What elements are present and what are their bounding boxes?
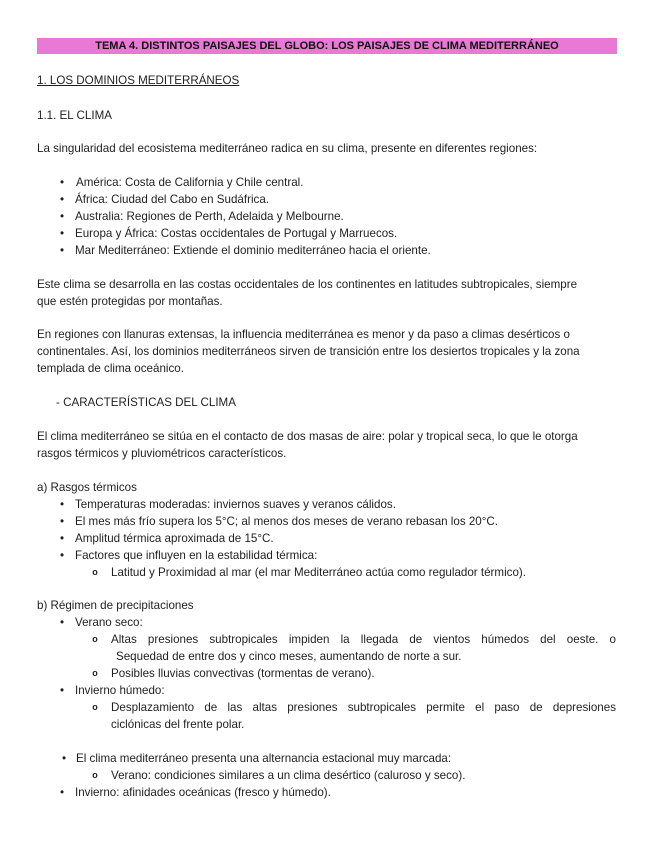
sub-list-item-continuation: ciclónicas del frente polar. [111, 718, 245, 731]
precipitation-heading: b) Régimen de precipitaciones [37, 599, 194, 612]
paragraph-line: El clima mediterráneo se sitúa en el contacto de dos masas de aire: polar y tropical seca, lo que le otorga [37, 430, 578, 443]
sub-bullet-icon: o [92, 668, 98, 678]
list-item: Amplitud térmica aproximada de 15°C. [75, 532, 274, 545]
bullet-icon: • [59, 498, 65, 511]
list-item: Temperaturas moderadas: inviernos suaves y veranos cálidos. [75, 498, 396, 511]
paragraph-line: Este clima se desarrolla en las costas occidentales de los continentes en latitudes subtropicales, siempre [37, 278, 578, 291]
bullet-icon: • [61, 752, 67, 765]
thermal-heading: a) Rasgos térmicos [37, 481, 137, 494]
subsection-heading: - CARACTERÍSTICAS DEL CLIMA [56, 396, 236, 409]
bullet-icon: • [59, 616, 65, 629]
list-item: América: Costa de California y Chile central. [76, 176, 304, 189]
bullet-icon: • [59, 244, 65, 257]
sub-bullet-icon: o [92, 770, 98, 780]
list-item: El clima mediterráneo presenta una alternancia estacional muy marcada: [76, 752, 452, 765]
paragraph-line: rasgos térmicos y pluviométricos característicos. [37, 447, 287, 460]
paragraph-line: que estén protegidas por montañas. [37, 295, 223, 308]
sub-bullet-icon: o [92, 702, 98, 712]
intro-paragraph: La singularidad del ecosistema mediterráneo radica en su clima, presente en diferentes regiones: [37, 142, 538, 155]
list-item: Invierno húmedo: [75, 684, 165, 697]
list-item: Australia: Regiones de Perth, Adelaida y Melbourne. [75, 210, 344, 223]
bullet-icon: • [59, 515, 65, 528]
bullet-icon: • [59, 684, 65, 697]
sub-list-item: Latitud y Proximidad al mar (el mar Mediterráneo actúa como regulador térmico). [111, 566, 526, 579]
paragraph-line: continentales. Así, los dominios mediterráneos sirven de transición entre los desiertos tropicales y la zona [37, 345, 580, 358]
sub-list-item: Posibles lluvias convectivas (tormentas de verano). [111, 667, 375, 680]
paragraph-line: templada de clima oceánico. [37, 362, 184, 375]
list-item: África: Ciudad del Cabo en Sudáfrica. [75, 193, 269, 206]
page-title: TEMA 4. DISTINTOS PAISAJES DEL GLOBO: LOS PAISAJES DE CLIMA MEDITERRÁNEO [37, 38, 617, 54]
list-item: Invierno: afinidades oceánicas (fresco y húmedo). [75, 786, 331, 799]
sub-list-item: Desplazamiento de las altas presiones subtropicales permite el paso de depresiones [111, 701, 616, 714]
bullet-icon: • [59, 227, 65, 240]
list-item: Mar Mediterráneo: Extiende el dominio mediterráneo hacia el oriente. [75, 244, 431, 257]
bullet-icon: • [59, 532, 65, 545]
list-item: Europa y África: Costas occidentales de Portugal y Marruecos. [75, 227, 398, 240]
section-heading-1-1: 1.1. EL CLIMA [37, 109, 112, 122]
list-item: Verano seco: [75, 616, 143, 629]
list-item: El mes más frío supera los 5°C; al menos dos meses de verano rebasan los 20°C. [75, 515, 498, 528]
list-item: Factores que influyen en la estabilidad térmica: [75, 549, 318, 562]
sub-list-item: Verano: condiciones similares a un clima desértico (caluroso y seco). [111, 769, 466, 782]
bullet-icon: • [59, 176, 65, 189]
section-heading-1: 1. LOS DOMINIOS MEDITERRÁNEOS [37, 74, 240, 87]
bullet-icon: • [59, 210, 65, 223]
bullet-icon: • [59, 193, 65, 206]
paragraph-line: En regiones con llanuras extensas, la influencia mediterránea es menor y da paso a climas desérticos o [37, 328, 570, 341]
sub-bullet-icon: o [92, 634, 98, 644]
bullet-icon: • [59, 549, 65, 562]
bullet-icon: • [59, 786, 65, 799]
sub-list-item-continuation: Sequedad de entre dos y cinco meses, aumentando de norte a sur. [116, 650, 462, 663]
sub-bullet-icon: o [92, 567, 98, 577]
sub-list-item: Altas presiones subtropicales impiden la llegada de vientos húmedos del oeste. o [111, 633, 616, 646]
